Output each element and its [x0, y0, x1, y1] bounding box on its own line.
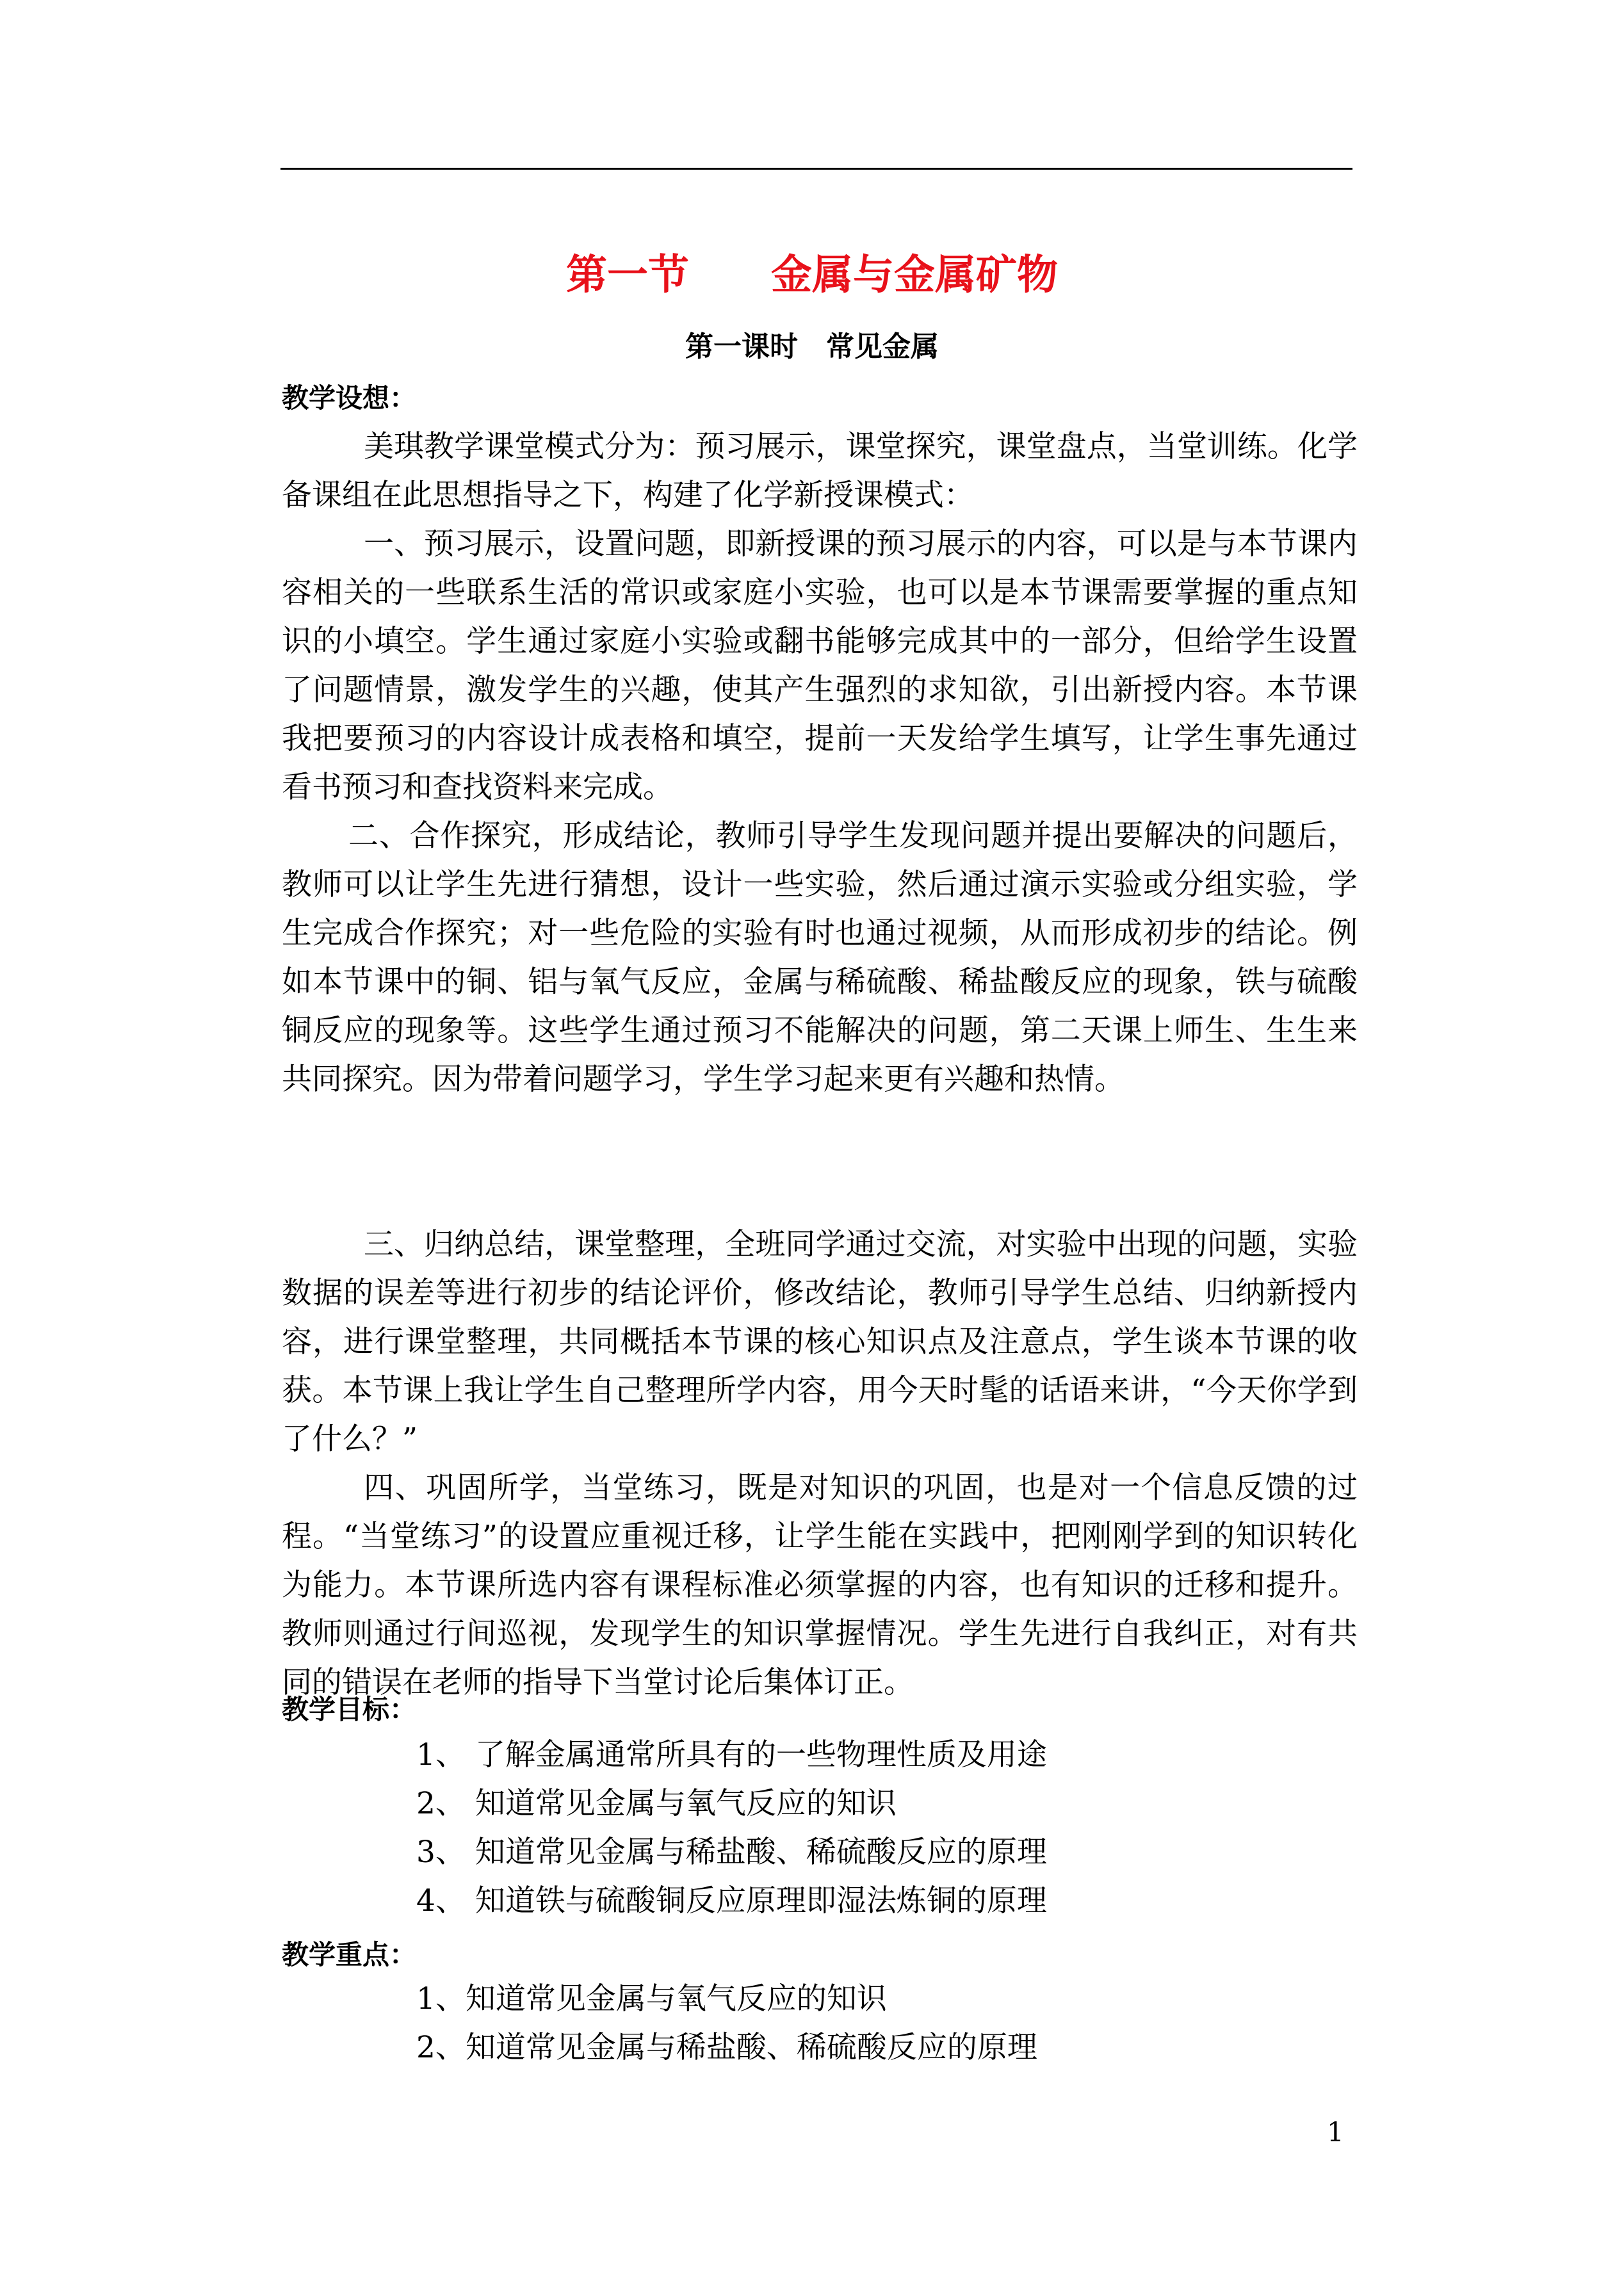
key-points-list: [416, 1975, 1037, 2072]
design-heading: 教学设想：: [282, 382, 417, 414]
design-paragraph-4: 四、巩固所学，当堂练习，既是对知识的巩固，也是对一个信息反馈的过程。“当堂练习”的设置应重视迁移，让学生能在实践中，把刚刚学到的知识转化为能力。本节课所选内容有课程标准必须掌握的内容，也有知识的迁移和提升。教师则通过行间巡视，发现学生的知识掌握情况。学生先进行自我纠正，对有共同的错误在老师的指导下当堂讨论后集体订正。: [282, 1470, 1358, 1700]
header-rule: [280, 168, 1352, 170]
design-paragraph-3: 三、归纳总结，课堂整理，全班同学通过交流，对实验中出现的问题，实验数据的误差等进行初步的结论评价，修改结论，教师引导学生总结、归纳新授内容，进行课堂整理，共同概括本节课的核心知识点及注意点，学生谈本节课的收获。本节课上我让学生自己整理所学内容，用今天时髦的话语来讲，“今天你学到了什么？”: [282, 1227, 1358, 1457]
key-points-heading: 教学重点：: [282, 1939, 417, 1970]
lesson-subtitle: 第一课时 常见金属: [685, 330, 939, 363]
design-paragraph-2: 二、合作探究，形成结论，教师引导学生发现问题并提出要解决的问题后，教师可以让学生先进行猜想，设计一些实验，然后通过演示实验或分组实验，学生完成合作探究；对一些危险的实验有时也通过视频，从而形成初步的结论。例如本节课中的铜、铝与氧气反应，金属与稀硫酸、稀盐酸反应的现象，铁与硫酸铜反应的现象等。这些学生通过预习不能解决的问题，第二天课上师生、生生来共同探究。因为带着问题学习，学生学习起来更有兴趣和热情。: [282, 818, 1358, 1097]
objective-item: 4、 知道铁与硫酸铜反应原理即湿法炼铜的原理: [416, 1883, 1047, 1918]
design-paragraph-intro: 美琪教学课堂模式分为：预习展示，课堂探究，课堂盘点，当堂训练。化学备课组在此思想指导之下，构建了化学新授课模式：: [282, 429, 1358, 513]
design-paragraph-1: 一、预习展示，设置问题，即新授课的预习展示的内容，可以是与本节课内容相关的一些联系生活的常识或家庭小实验，也可以是本节课需要掌握的重点知识的小填空。学生通过家庭小实验或翻书能够完成其中的一部分，但给学生设置了问题情景，激发学生的兴趣，使其产生强烈的求知欲，引出新授内容。本节课我把要预习的内容设计成表格和填空，提前一天发给学生填写，让学生事先通过看书预习和查找资料来完成。: [282, 526, 1358, 805]
key-point-item: 1、知道常见金属与氧气反应的知识: [416, 1981, 887, 2016]
objectives-heading: 教学目标：: [282, 1694, 417, 1725]
key-point-item: 2、知道常见金属与稀盐酸、稀硫酸反应的原理: [416, 2030, 1037, 2065]
objective-item: 2、 知道常见金属与氧气反应的知识: [416, 1786, 897, 1821]
objectives-list: [416, 1731, 1047, 1926]
page-number: 1: [1327, 2116, 1344, 2148]
page-title: 第一节 金属与金属矿物: [566, 252, 1058, 299]
objective-item: 1、 了解金属通常所具有的一些物理性质及用途: [416, 1737, 1047, 1772]
objective-item: 3、 知道常见金属与稀盐酸、稀硫酸反应的原理: [416, 1835, 1047, 1870]
